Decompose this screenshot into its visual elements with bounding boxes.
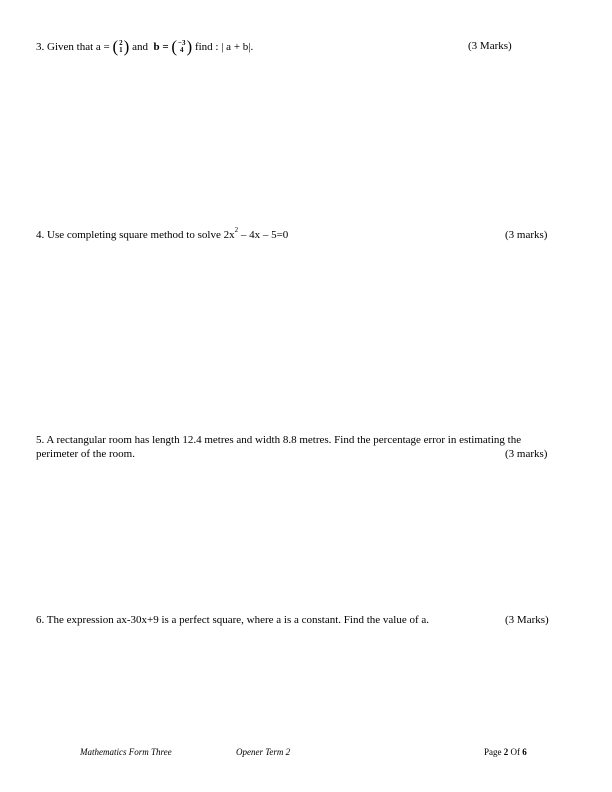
- question-3-suffix: find : | a + b|.: [194, 41, 254, 54]
- question-4: [36, 226, 289, 242]
- question-3-marks: (3 Marks): [468, 40, 512, 52]
- footer-page-current: 2: [503, 747, 509, 757]
- question-4-text-after: – 4x – 5=0: [238, 229, 289, 241]
- footer-subject: Mathematics Form Three: [80, 747, 172, 757]
- vector-b-top: −3: [178, 38, 186, 47]
- vector-a-bottom: 1: [119, 45, 123, 54]
- footer-page-total: 6: [522, 747, 527, 757]
- question-5-line-1: 5. A rectangular room has length 12.4 metres and width 8.8 metres. Find the percentage error in estimating the: [36, 434, 522, 446]
- vector-b-equals: =: [162, 41, 169, 54]
- left-paren-icon: (: [112, 37, 119, 56]
- vector-b-bottom: 4: [180, 45, 184, 54]
- question-3-prefix: 3. Given that a =: [36, 41, 110, 54]
- footer-page-label: Page: [484, 747, 502, 757]
- vector-b: [171, 38, 192, 55]
- right-paren-icon: ): [186, 37, 193, 56]
- question-4-exponent: 2: [234, 226, 239, 235]
- vector-b-label: b: [153, 41, 160, 54]
- footer-term: Opener Term 2: [236, 747, 291, 757]
- footer-page-number: [484, 747, 527, 758]
- question-4-marks: (3 marks): [505, 229, 548, 241]
- vector-a: [112, 38, 129, 55]
- question-3: [36, 39, 253, 56]
- question-6: 6. The expression ax-30x+9 is a perfect square, where a is a constant. Find the value of a.: [36, 614, 430, 626]
- footer-of-label: Of: [510, 747, 520, 757]
- vector-a-top: 2: [119, 38, 123, 47]
- question-6-marks: (3 Marks): [505, 614, 549, 626]
- question-5-marks: (3 marks): [505, 448, 548, 460]
- left-paren-icon: (: [171, 37, 178, 56]
- question-3-and: and: [132, 41, 148, 54]
- question-5-line-2: perimeter of the room.: [36, 448, 135, 460]
- right-paren-icon: ): [123, 37, 130, 56]
- question-4-text-before: 4. Use completing square method to solve 2x: [36, 229, 235, 241]
